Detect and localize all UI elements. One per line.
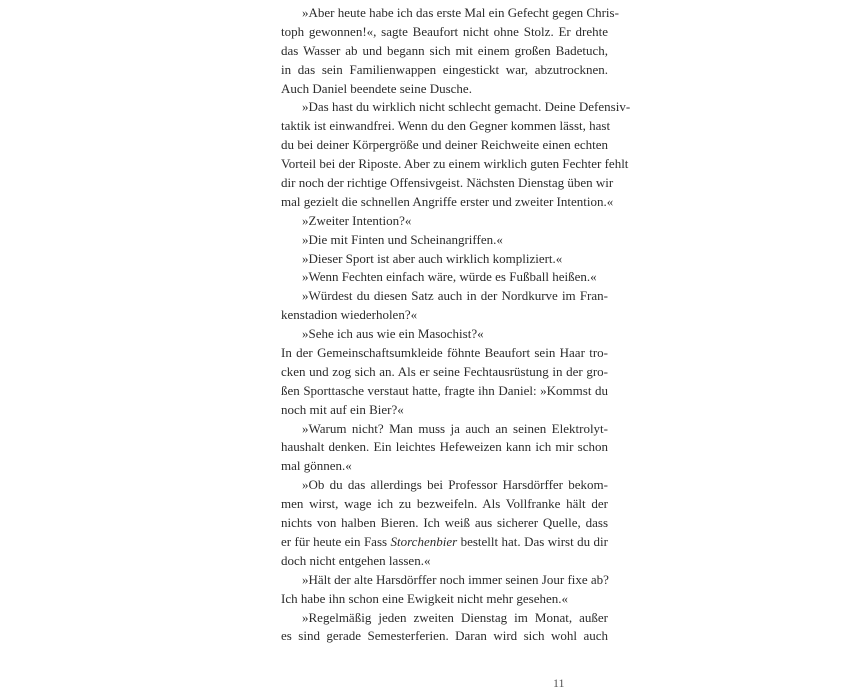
page-number: 11 [553,676,565,690]
paragraph [260,212,608,231]
paragraph [260,344,608,420]
text-line: doch nicht entgehen lassen.« [281,552,431,568]
paragraph [260,98,631,211]
text-line: »Wenn Fechten einfach wäre, würde es Fußball heißen.« [302,269,597,285]
text-line: dir noch der richtige Offensivgeist. Nächsten Dienstag üben wir [281,175,614,191]
text-line: taktik ist einwandfrei. Wenn du den Gegner kommen lässt, hast [281,118,611,134]
text-line: ßen Sporttasche verstaut hatte, fragte ihn Daniel: »Kommst du [281,382,608,398]
text-line: er für heute ein Fass Storchenbier bestellt hat. Das wirst du dir [281,533,608,549]
text-line: kenstadion wiederholen?« [281,307,418,323]
text-line: »Die mit Finten und Scheinangriffen.« [302,231,503,247]
paragraph [260,420,608,477]
text-line: du bei deiner Körpergröße und deiner Reichweite einen echten [281,137,608,153]
paragraph [260,571,608,609]
text-line: noch mit auf ein Bier?« [281,401,404,417]
text-line: Vorteil bei der Riposte. Aber zu einem wirklich guten Fechter fehlt [281,156,629,172]
text-line: In der Gemeinschaftsumkleide föhnte Beaufort sein Haar tro- [281,345,608,361]
text-line: cken und zog sich an. Als er seine Fechtausrüstung in der gro- [281,363,608,379]
text-line: mal gönnen.« [281,458,352,474]
text-line: haushalt denken. Ein leichtes Hefeweizen kann ich mir schon [281,439,608,455]
text-line: toph gewonnen!«, sagte Beaufort nicht ohne Stolz. Er drehte [281,23,608,39]
text-line: mal gezielt die schnellen Angriffe erster und zweiter Intention.« [281,193,614,209]
text-line: men wirst, wage ich zu bezweifeln. Als Vollfranke hält der [281,496,608,512]
paragraph [260,287,608,325]
text-line: Auch Daniel beendete seine Dusche. [281,80,472,96]
text-line: »Regelmäßig jeden zweiten Dienstag im Monat, außer [302,609,608,625]
text-line: nichts von halben Bieren. Ich weiß aus sicherer Quelle, dass [281,515,608,531]
text-line: »Ob du das allerdings bei Professor Harsdörffer bekom- [302,477,608,493]
text-line: »Warum nicht? Man muss ja auch an seinen Elektrolyt- [302,420,608,436]
paragraph [260,4,619,98]
text-line: Ich habe ihn schon eine Ewigkeit nicht mehr gesehen.« [281,590,568,606]
text-line: in das sein Familienwappen eingestickt war, abzutrocknen. [281,61,608,77]
paragraph [260,231,608,250]
paragraph [260,250,608,269]
text-line: »Das hast du wirklich nicht schlecht gemacht. Deine Defensiv- [302,99,631,115]
text-column [260,4,631,646]
text-line: »Dieser Sport ist aber auch wirklich kompliziert.« [302,250,563,266]
text-line: »Zweiter Intention?« [302,212,412,228]
text-line: »Aber heute habe ich das erste Mal ein Gefecht gegen Chris- [302,5,619,20]
paragraph [260,268,608,287]
paragraph [260,609,608,647]
text-line: es sind gerade Semesterferien. Daran wird sich wohl auch [281,628,608,644]
text-line: »Sehe ich aus wie ein Masochist?« [302,326,484,342]
paragraph [260,325,608,344]
text-line: »Hält der alte Harsdörffer noch immer seinen Jour fixe ab? [302,571,609,587]
paragraph [260,476,608,570]
text-line: »Würdest du diesen Satz auch in der Nordkurve im Fran- [302,288,608,304]
text-line: das Wasser ab und begann sich mit einem großen Badetuch, [281,42,608,58]
